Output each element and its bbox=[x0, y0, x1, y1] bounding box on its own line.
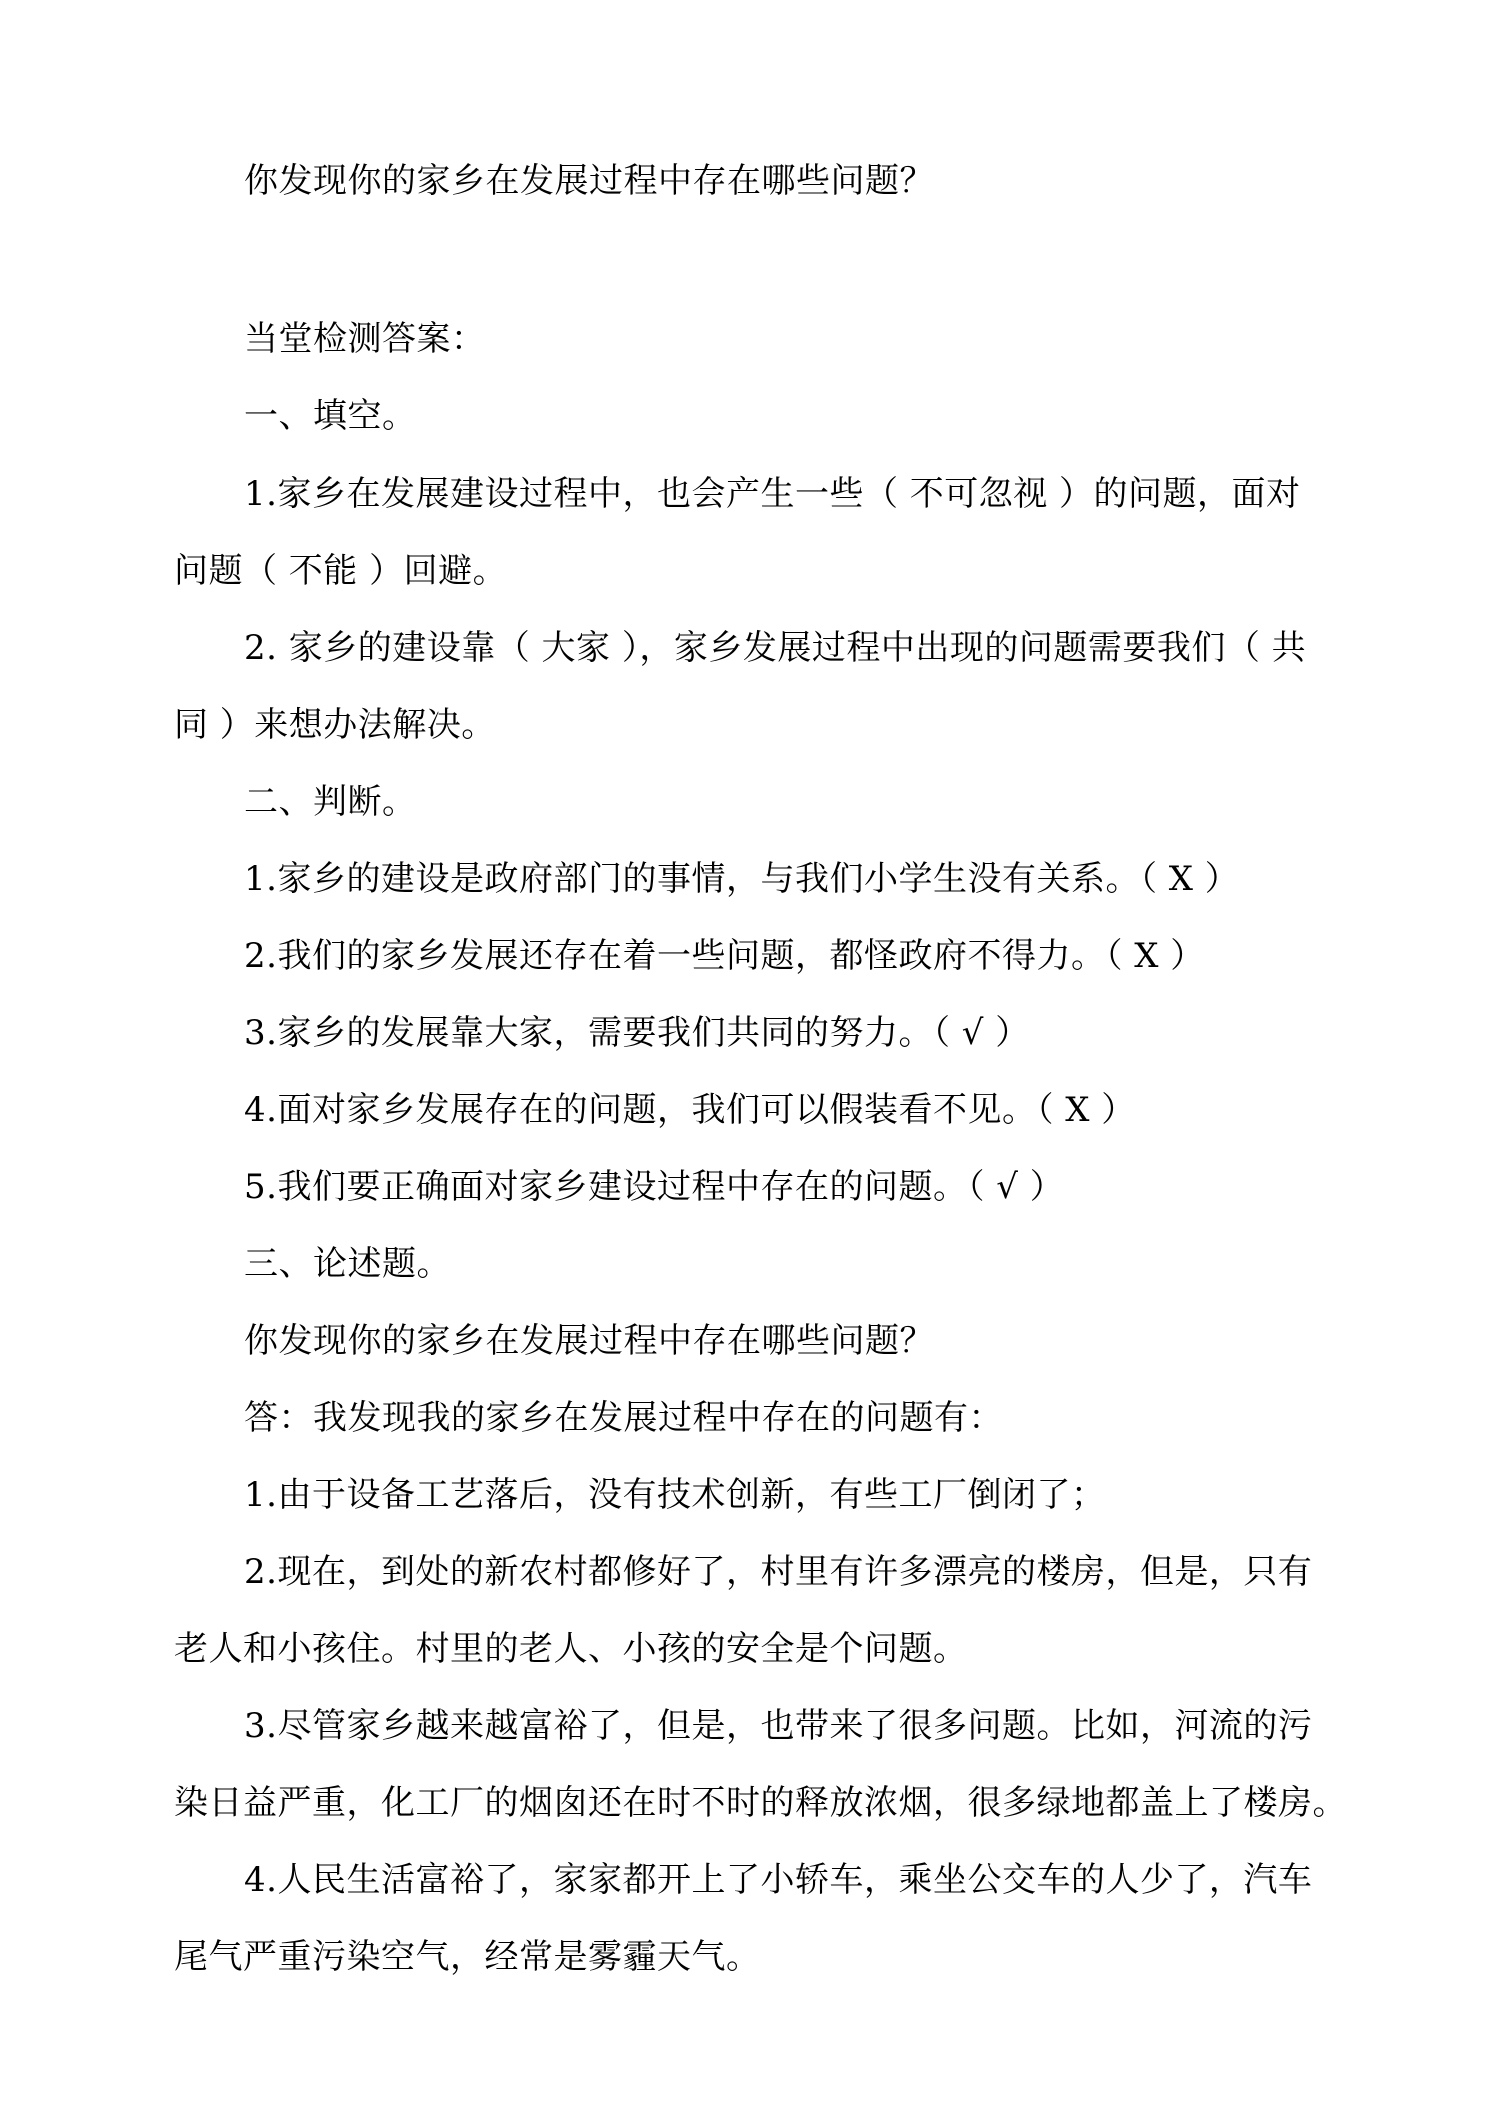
section2-title: 二、判断。 bbox=[244, 782, 417, 822]
essay-question: 你发现你的家乡在发展过程中存在哪些问题？ bbox=[244, 1321, 934, 1361]
fill1-line1: 1.家乡在发展建设过程中，也会产生一些（ 不可忽视 ）的问题，面对 bbox=[244, 474, 1301, 514]
answer-item-4-line2: 尾气严重污染空气，经常是雾霾天气。 bbox=[174, 1937, 761, 1977]
answers-title: 当堂检测答案： bbox=[244, 319, 486, 359]
answer-item-4-line1: 4.人民生活富裕了，家家都开上了小轿车，乘坐公交车的人少了，汽车 bbox=[244, 1860, 1313, 1900]
answer-item-3-line1: 3.尽管家乡越来越富裕了，但是，也带来了很多问题。比如，河流的污 bbox=[244, 1706, 1313, 1746]
answer-item-3-line2: 染日益严重，化工厂的烟囱还在时不时的释放浓烟，很多绿地都盖上了楼房。 bbox=[174, 1783, 1347, 1823]
answer-item-1: 1.由于设备工艺落后，没有技术创新，有些工厂倒闭了； bbox=[244, 1475, 1106, 1515]
question-top: 你发现你的家乡在发展过程中存在哪些问题？ bbox=[244, 161, 934, 201]
answer-item-2-line2: 老人和小孩住。村里的老人、小孩的安全是个问题。 bbox=[174, 1629, 968, 1669]
judge-item-4: 4.面对家乡发展存在的问题，我们可以假装看不见。（ X ） bbox=[244, 1090, 1136, 1130]
fill1-line2: 问题（ 不能 ）回避。 bbox=[174, 551, 508, 591]
fill2-line1: 2. 家乡的建设靠（ 大家 ），家乡发展过程中出现的问题需要我们（ 共 bbox=[244, 628, 1307, 668]
section1-title: 一、填空。 bbox=[244, 396, 417, 436]
judge-item-3: 3.家乡的发展靠大家，需要我们共同的努力。（ √ ） bbox=[244, 1013, 1030, 1053]
section3-title: 三、论述题。 bbox=[244, 1244, 451, 1284]
judge-item-1: 1.家乡的建设是政府部门的事情，与我们小学生没有关系。（ X ） bbox=[244, 859, 1240, 899]
judge-item-5: 5.我们要正确面对家乡建设过程中存在的问题。（ √ ） bbox=[244, 1167, 1065, 1207]
essay-answer-intro: 答：我发现我的家乡在发展过程中存在的问题有： bbox=[244, 1398, 1003, 1438]
answer-item-2-line1: 2.现在，到处的新农村都修好了，村里有许多漂亮的楼房，但是，只有 bbox=[244, 1552, 1313, 1592]
fill2-line2: 同 ）来想办法解决。 bbox=[174, 705, 496, 745]
judge-item-2: 2.我们的家乡发展还存在着一些问题，都怪政府不得力。（ X ） bbox=[244, 936, 1205, 976]
